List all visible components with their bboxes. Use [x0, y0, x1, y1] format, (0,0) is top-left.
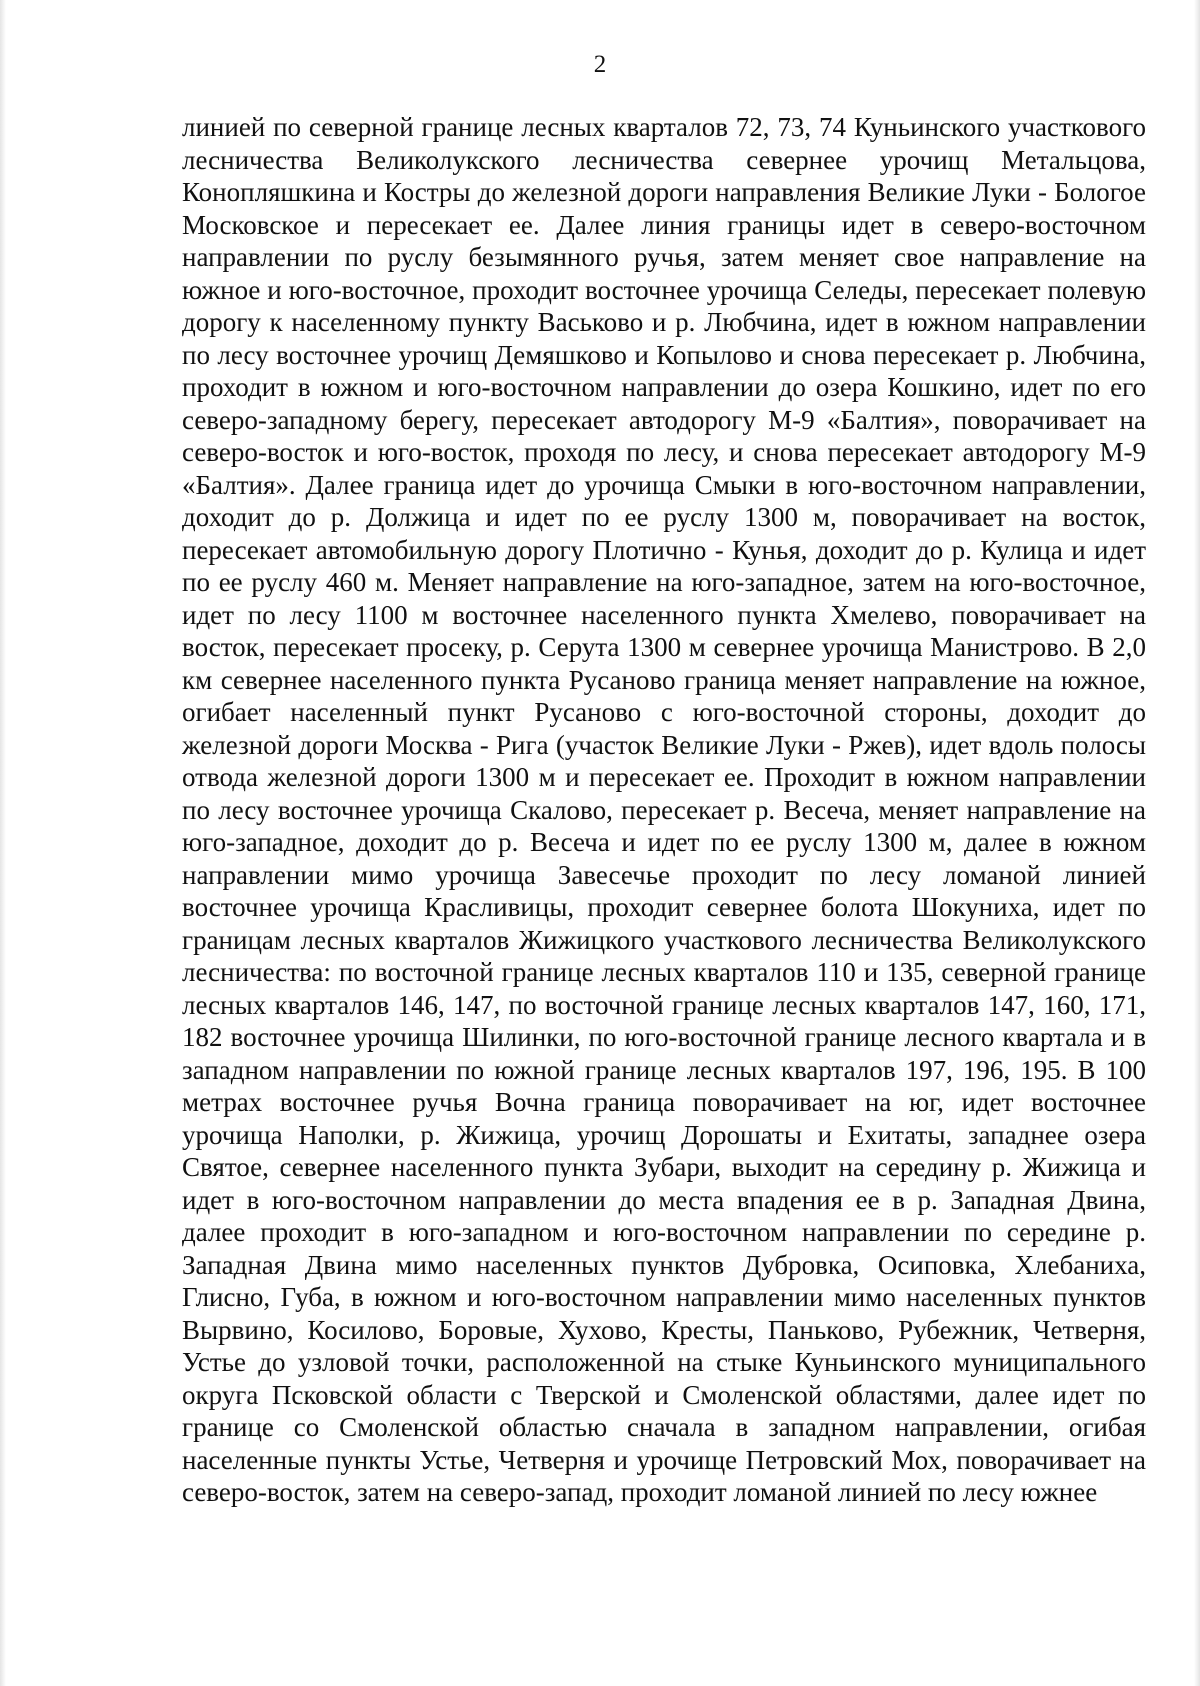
- page-number: 2: [593, 51, 607, 78]
- scan-edge-left: [0, 0, 6, 1686]
- body-paragraph: линией по северной границе лесных кварталов 72, 73, 74 Куньинского участкового лесничества Великолукского лесничества севернее урочищ Метальцова, Конопляшкина и Костры до железной дороги направления Великие Луки - Бологое Московское и пересекает ее. Далее линия границы идет в северо-восточном направлении по руслу безымянного ручья, затем меняет свое направление на южное и юго-восточное, проходит восточнее урочища Селеды, пересекает полевую дорогу к населенному пункту Васьково и р. Любчина, идет в южном направлении по лесу восточнее урочищ Демяшково и Копылово и снова пересекает р. Любчина, проходит в южном и юго-восточном направлении до озера Кошкино, идет по его северо-западному берегу, пересекает автодорогу М-9 «Балтия», поворачивает на северо-восток и юго-восток, проходя по лесу, и снова пересекает автодорогу М-9 «Балтия». Далее граница идет до урочища Смыки в юго-восточном направлении, доходит до р. Должица и идет по ее руслу 1300 м, поворачивает на восток, пересекает автомобильную дорогу Плотично - Кунья, доходит до р. Кулица и идет по ее руслу 460 м. Меняет направление на юго-западное, затем на юго-восточное, идет по лесу 1100 м восточнее населенного пункта Хмелево, поворачивает на восток, пересекает просеку, р. Серута 1300 м севернее урочища Манистрово. В 2,0 км севернее населенного пункта Русаново граница меняет направление на южное, огибает населенный пункт Русаново с юго-восточной стороны, доходит до железной дороги Москва - Рига (участок Великие Луки - Ржев), идет вдоль полосы отвода железной дороги 1300 м и пересекает ее. Проходит в южном направлении по лесу восточнее урочища Скалово, пересекает р. Весеча, меняет направление на юго-западное, доходит до р. Весеча и идет по ее руслу 1300 м, далее в южном направлении мимо урочища Завесечье проходит по лесу ломаной линией восточнее урочища Красливицы, проходит севернее болота Шокуниха, идет по границам лесных кварталов Жижицкого участкового лесничества Великолукского лесничества: по восточной границе лесных кварталов 110 и 135, северной границе лесных кварталов 146, 147, по восточной границе лесных кварталов 147, 160, 171, 182 восточнее урочища Шилинки, по юго-восточной границе лесного квартала и в западном направлении по южной границе лесных кварталов 197, 196, 195. В 100 метрах восточнее ручья Вочна граница поворачивает на юг, идет восточнее урочища Наполки, р. Жижица, урочищ Дорошаты и Ехитаты, западнее озера Святое, севернее населенного пункта Зубари, выходит на середину р. Жижица и идет в юго-восточном направлении до места впадения ее в р. Западная Двина, далее проходит в юго-западном и юго-восточном направлении по середине р. Западная Двина мимо населенных пунктов Дубровка, Осиповка, Хлебаниха, Глисно, Губа, в южном и юго-восточном направлении мимо населенных пунктов Вырвино, Косилово, Боровые, Хухово, Кресты, Паньково, Рубежник, Четверня, Устье до узловой точки, расположенной на стыке Куньинского муниципального округа Псковской области с Тверской и Смоленской областями, далее идет по границе со Смоленской областью сначала в западном направлении, огибая населенные пункты Устье, Четверня и урочище Петровский Мох, поворачивает на северо-восток, затем на северо-запад, проходит ломаной линией по лесу южнее: [182, 112, 1146, 1507]
- scan-edge-right: [1194, 0, 1200, 1686]
